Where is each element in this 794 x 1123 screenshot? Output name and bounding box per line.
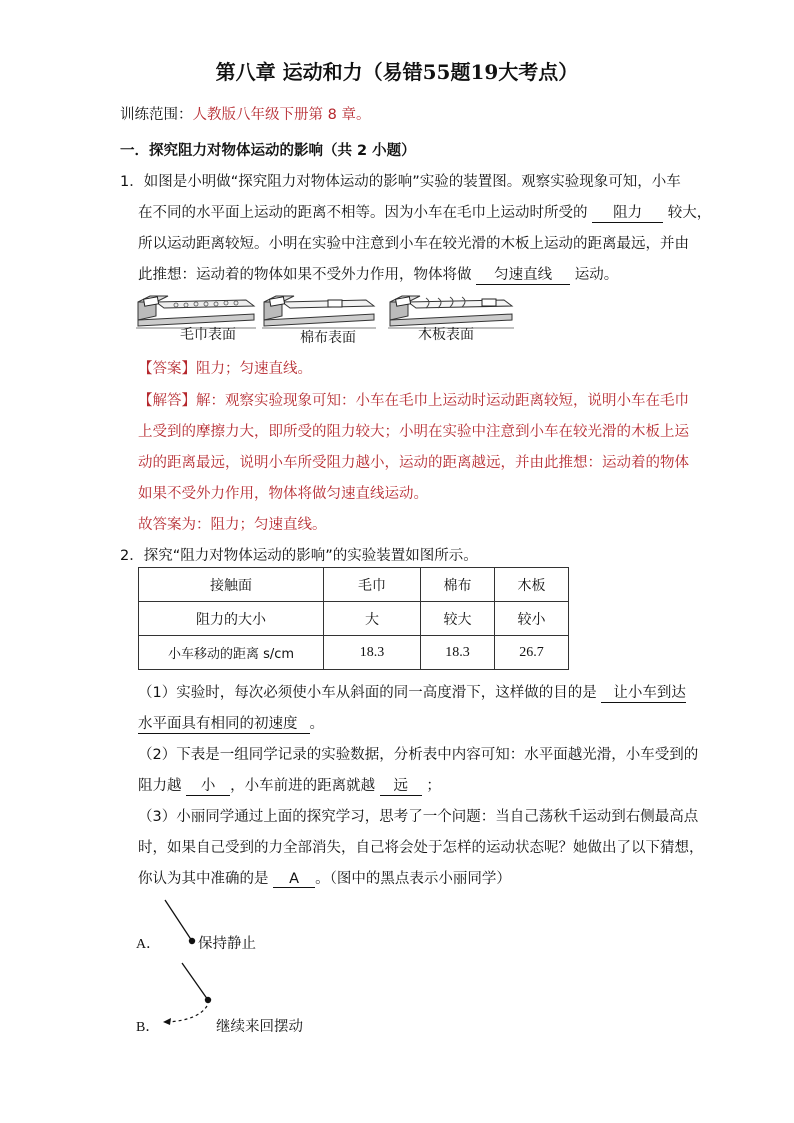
question-text: 在不同的水平面上运动的距离不相等。因为小车在毛巾上运动时所受的 — [138, 205, 588, 221]
data-table — [138, 567, 569, 670]
question-text: 如图是小明做“探究阻力对物体运动的影响”实验的装置图。观察实验现象可知，小车 — [143, 174, 681, 190]
question-text: 你认为其中准确的是 — [138, 871, 269, 887]
question-number: 1． — [120, 174, 144, 190]
towel-surface-label: 毛巾表面 — [180, 327, 236, 343]
analysis-text: 上受到的摩擦力大，即所受的阻力较大；小明在实验中注意到小车在较光滑的木板上运 — [138, 424, 689, 440]
part-2-line-1: （2）下表是一组同学记录的实验数据，分析表中内容可知：水平面越光滑，小车受到的 — [138, 747, 699, 763]
question-1-line-4 — [138, 263, 618, 285]
answer-text: 阻力；匀速直线。 — [196, 361, 312, 377]
table-header-cell: 棉布 — [421, 568, 495, 602]
scope-label: 训练范围： — [120, 107, 193, 123]
page-title: 第八章 运动和力（易错55题19大考点） — [215, 60, 579, 84]
training-scope — [120, 103, 370, 124]
option-a-label: 保持静止 — [198, 936, 256, 952]
table-cell: 18.3 — [421, 636, 495, 670]
scope-value: 人教版八年级下册第 8 章。 — [192, 107, 371, 123]
part-3-line-1: （3）小丽同学通过上面的探究学习，思考了一个问题：当自己荡秋千运动到右侧最高点 — [138, 809, 699, 825]
answer-blank: 小 — [186, 774, 230, 796]
question-2-intro — [120, 544, 478, 565]
answer-blank: 远 — [380, 774, 422, 796]
analysis-tag: 【解答】 — [138, 393, 196, 409]
section-heading: 一．探究阻力对物体运动的影响（共 2 小题） — [120, 143, 416, 159]
question-text: （1）实验时，每次必须使小车从斜面的同一高度滑下，这样做的目的是 — [138, 685, 597, 701]
table-cell: 大 — [324, 602, 421, 636]
option-a-letter: A． — [136, 937, 161, 952]
answer-blank: 匀速直线 — [476, 263, 570, 285]
analysis-text: 解：观察实验现象可知：小车在毛巾上运动时运动距离较短，说明小车在毛巾 — [196, 393, 689, 409]
table-cell: 小车移动的距离 s/cm — [139, 636, 324, 670]
answer-blank: 让小车到达 — [601, 681, 686, 703]
part-1-line-1 — [138, 681, 686, 703]
table-header-cell: 毛巾 — [324, 568, 421, 602]
question-text: 较大， — [667, 205, 712, 221]
question-1-line-3: 所以运动距离较短。小明在实验中注意到小车在较光滑的木板上运动的距离最远，并由 — [138, 236, 689, 252]
wood-surface-label: 木板表面 — [418, 327, 474, 343]
answer-blank: A — [273, 871, 315, 888]
question-text: 此推想：运动着的物体如果不受外力作用，物体将做 — [138, 267, 472, 283]
question-text: ； — [426, 778, 441, 794]
answer-blank: 水平面具有相同的初速度 — [138, 712, 310, 734]
swing-path — [168, 1006, 207, 1022]
analysis-text: 如果不受外力作用，物体将做匀速直线运动。 — [138, 486, 428, 502]
option-b-letter: B． — [136, 1020, 160, 1035]
question-text: 阻力越 — [138, 778, 182, 794]
cart-icon — [328, 300, 342, 307]
table-row — [139, 602, 569, 636]
question-text: 。 — [309, 716, 324, 732]
part-2-line-2 — [138, 774, 441, 796]
table-cell: 较小 — [495, 602, 569, 636]
arrowhead-icon — [163, 1018, 171, 1025]
table-header-cell: 木板 — [495, 568, 569, 602]
question-number: 2． — [120, 548, 144, 564]
conclusion-text: 故答案为：阻力；匀速直线。 — [138, 517, 327, 533]
part-3-line-2: 时，如果自己受到的力全部消失，自己将会处于怎样的运动状态呢？她做出了以下猜想， — [138, 840, 704, 856]
table-row — [139, 636, 569, 670]
cotton-surface-label: 棉布表面 — [300, 330, 356, 346]
answer-blank: 阻力 — [592, 201, 663, 223]
table-cell: 18.3 — [324, 636, 421, 670]
analysis-line — [138, 389, 689, 410]
answer-tag: 【答案】 — [138, 361, 196, 377]
cart-icon — [482, 299, 496, 306]
table-cell: 较大 — [421, 602, 495, 636]
person-dot-icon — [189, 938, 195, 944]
table-header-cell: 接触面 — [139, 568, 324, 602]
table-cell: 26.7 — [495, 636, 569, 670]
answer-line — [138, 357, 312, 378]
part-1-line-2 — [138, 712, 324, 734]
table-row — [139, 568, 569, 602]
table-cell: 阻力的大小 — [139, 602, 324, 636]
cotton-surface-setup — [262, 296, 376, 328]
question-text: 运动。 — [574, 267, 619, 283]
question-text: 。（图中的黑点表示小丽同学） — [315, 871, 511, 887]
part-3-line-3 — [138, 867, 511, 888]
person-dot-icon — [205, 997, 211, 1003]
question-1-line-1 — [120, 170, 681, 191]
question-text: 探究“阻力对物体运动的影响”的实验装置如图所示。 — [143, 548, 478, 564]
analysis-text: 动的距离最远，说明小车所受阻力越小，运动的距离越远，并由此推想：运动着的物体 — [138, 455, 689, 471]
question-1-line-2 — [138, 201, 711, 223]
option-b-label: 继续来回摆动 — [216, 1019, 303, 1035]
question-text: ，小车前进的距离就越 — [230, 778, 376, 794]
